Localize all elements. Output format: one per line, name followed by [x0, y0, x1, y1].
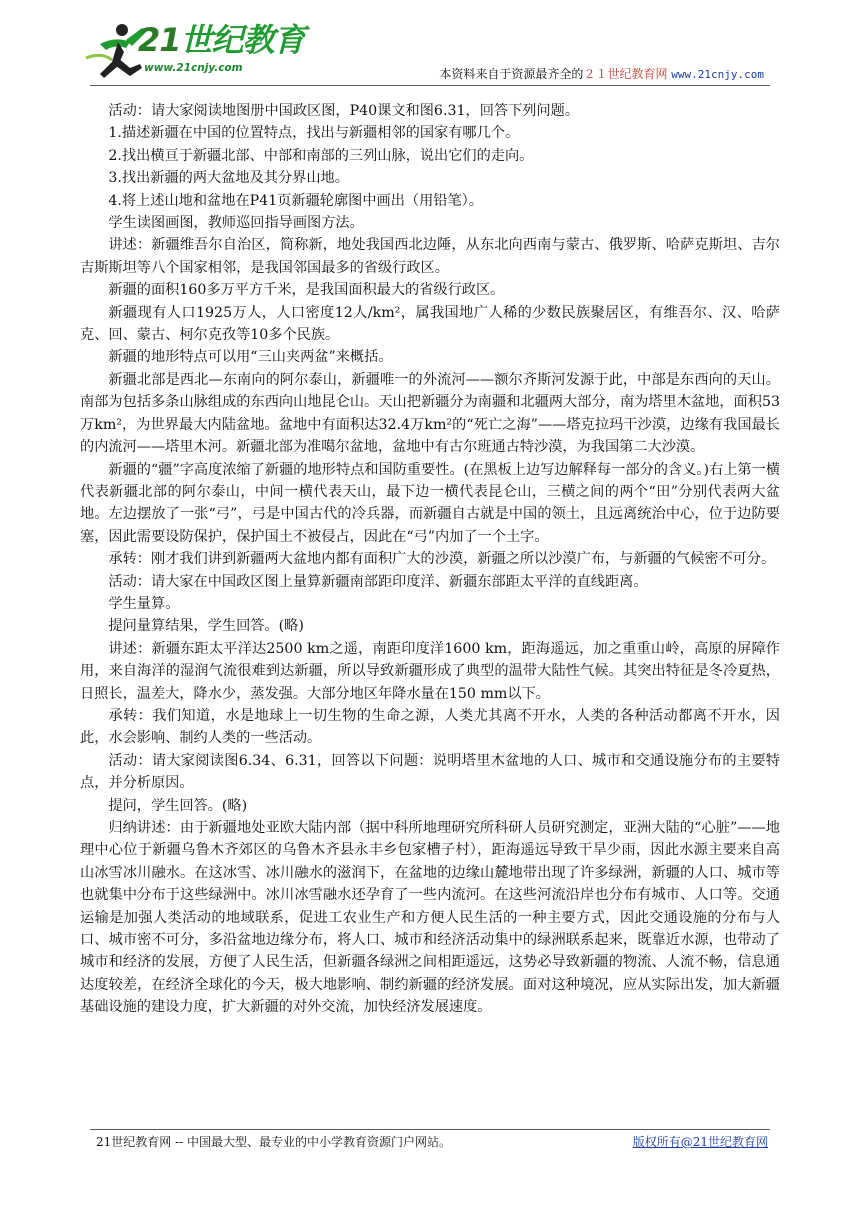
paragraph: 3.找出新疆的两大盆地及其分界山地。 [108, 170, 349, 187]
document-body [80, 100, 780, 1019]
logo-url: www.21cnjy.com [144, 62, 243, 74]
paragraph: 新疆的地形特点可以用“三山夹两盆”来概括。 [108, 349, 393, 366]
paragraph: 讲述：新疆东距太平洋达2500 km之遥，南距印度洋1600 km，距海遥远，加之重重山岭，高原的屏障作用，来自海洋的湿润气流很难到达新疆，所以导致新疆形成了典型的温带大陆性气候。其突出特征是冬冷夏热，日照长，温差大，降水少，蒸发强。大部分地区年降水量在150 mm以下。 [80, 640, 780, 702]
header-note-url[interactable]: www.21cnjy.com [671, 68, 764, 81]
paragraph: 4.将上述山地和盆地在P41页新疆轮廓图中画出（用铅笔）。 [108, 192, 483, 209]
paragraph: 活动：请大家在中国政区图上量算新疆南部距印度洋、新疆东部距太平洋的直线距离。 [108, 573, 648, 590]
paragraph: 承转：我们知道，水是地球上一切生物的生命之源，人类尤其离不开水，人类的各种活动都离不开水，因此，水会影响、制约人类的一些活动。 [80, 707, 780, 747]
paragraph: 1.描述新疆在中国的位置特点，找出与新疆相邻的国家有哪几个。 [108, 125, 520, 142]
paragraph: 新疆北部是西北—东南向的阿尔泰山，新疆唯一的外流河——额尔齐斯河发源于此，中部是东西向的天山。南部为包括多条山脉组成的东西向山地昆仑山。天山把新疆分为南疆和北疆两大部分，南为塔里木盆地，面积53万km²，为世界最大内陆盆地。盆地中有面积达32.4万km²的“死亡之海”——塔克拉玛干沙漠，边缘有我国最长的内流河——塔里木河。新疆北部为准噶尔盆地，盆地中有古尔班通古特沙漠，为我国第二大沙漠。 [80, 371, 780, 456]
paragraph: 归纳讲述：由于新疆地处亚欧大陆内部（据中科所地理研究所科研人员研究测定，亚洲大陆的“心脏”——地理中心位于新疆乌鲁木齐郊区的乌鲁木齐县永丰乡包家槽子村），距海遥远导致干旱少雨，因此水源主要来自高山冰雪冰川融水。在这冰雪、冰川融水的滋润下，在盆地的边缘山麓地带出现了许多绿洲，新疆的人口、城市等也就集中分布于这些绿洲中。冰川冰雪融水还孕育了一些内流河。在这些河流沿岸也分布有城市、人口等。交通运输是加强人类活动的地域联系，促进工农业生产和方便人民生活的一种主要方式，因此交通设施的分布与人口、城市密不可分，多沿盆地边缘分布，将人口、城市和经济活动集中的绿洲联系起来，既靠近水源，也带动了城市和经济的发展，方便了人民生活，但新疆各绿洲之间相距遥远，这势必导致新疆的物流、人流不畅，信息通达度较差，在经济全球化的今天，极大地影响、制约新疆的经济发展。面对这种境况，应从实际出发，加大新疆基础设施的建设力度，扩大新疆的对外交流，加快经济发展速度。 [80, 820, 780, 1016]
paragraph: 2.找出横亘于新疆北部、中部和南部的三列山脉，说出它们的走向。 [108, 147, 534, 164]
paragraph: 学生量算。 [108, 595, 180, 612]
footer-site-description: 21世纪教育网 -- 中国最大型、最专业的中小学教育资源门户网站。 [96, 1135, 452, 1149]
site-logo[interactable] [82, 18, 305, 84]
header-note-prefix: 本资料来自于资源最齐全的 [439, 67, 584, 81]
paragraph: 新疆的面积160多万平方千米，是我国面积最大的省级行政区。 [108, 282, 505, 299]
logo-wordmark: 21世纪教育 [138, 21, 305, 59]
paragraph: 学生读图画图，教师巡回指导画图方法。 [108, 215, 364, 232]
header-source-note [439, 66, 764, 83]
paragraph: 活动：请大家阅读图6.34、6.31，回答以下问题：说明塔里木盆地的人口、城市和交通设施分布的主要特点，并分析原因。 [80, 752, 780, 792]
paragraph: 提问，学生回答。(略) [108, 797, 248, 814]
footer-copyright-link[interactable]: 版权所有@21世纪教育网 [632, 1135, 768, 1149]
paragraph: 新疆的“疆”字高度浓缩了新疆的地形特点和国防重要性。(在黑板上边写边解释每一部分的含义。)右上第一横代表新疆北部的阿尔泰山，中间一横代表天山，最下边一横代表昆仑山，三横之间的两个“田”分别代表两大盆地。左边摆放了一张“弓”，弓是中国古代的冷兵器，而新疆自古就是中国的领土，且远离统治中心，位于边防要塞，因此需要设防保护，保护国土不被侵占，因此在“弓”内加了一个土字。 [80, 461, 780, 545]
header-note-site[interactable]: ２１世纪教育网 [583, 67, 668, 81]
footer-divider [90, 1129, 770, 1130]
paragraph: 讲述：新疆维吾尔自治区，简称新，地处我国西北边陲，从东北向西南与蒙古、俄罗斯、哈萨克斯坦、吉尔吉斯斯坦等八个国家相邻，是我国邻国最多的省级行政区。 [80, 237, 780, 276]
page-header [0, 0, 860, 92]
paragraph: 承转：刚才我们讲到新疆两大盆地内都有面积广大的沙漠，新疆之所以沙漠广布，与新疆的气候密不可分。 [108, 551, 776, 568]
paragraph: 新疆现有人口1925万人，人口密度12人/km²，属我国地广人稀的少数民族聚居区，有维吾尔、汉、哈萨克、回、蒙古、柯尔克孜等10多个民族。 [80, 304, 780, 344]
paragraph: 提问量算结果，学生回答。(略) [108, 618, 304, 635]
paragraph: 活动：请大家阅读地图册中国政区图，P40课文和图6.31，回答下列问题。 [108, 103, 580, 119]
header-divider [90, 85, 770, 86]
